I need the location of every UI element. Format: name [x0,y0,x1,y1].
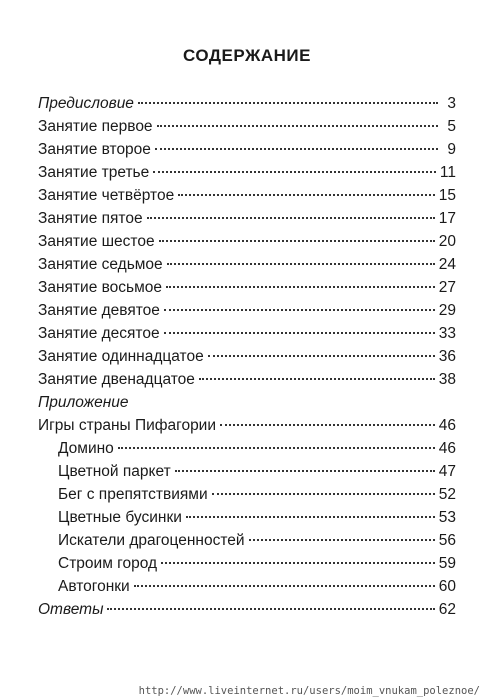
dot-leader [138,102,438,104]
toc-entry[interactable] [38,208,456,230]
dot-leader [161,562,435,564]
toc-entry-label: Домино [58,440,114,457]
dot-leader [134,585,435,587]
toc-entry-label: Занятие девятое [38,302,160,319]
toc-subentry[interactable] [58,438,456,460]
toc-entry-page: 46 [438,440,456,457]
toc-entry-label: Занятие шестое [38,233,155,250]
dot-leader [167,263,435,265]
dot-leader [155,148,438,150]
dot-leader [147,217,435,219]
toc-entry-label: Занятие одиннадцатое [38,348,204,365]
toc-entry-page: 29 [438,302,456,319]
toc-entry-page: 9 [447,141,456,158]
toc-entry-label: Ответы [38,601,104,618]
toc-entry-label: Игры страны Пифагории [38,417,217,434]
dot-leader [186,516,435,518]
toc-subentry[interactable] [58,507,456,529]
toc-entry[interactable] [38,369,456,391]
appendix-heading: Приложение [38,394,129,411]
toc-entry-label: Автогонки [58,578,130,595]
toc-subentry[interactable] [58,461,456,483]
toc-entry-page: 52 [438,486,456,503]
toc-entry-label: Искатели драгоценностей [58,532,245,549]
dot-leader [166,286,435,288]
toc-entry-page: 62 [438,601,456,618]
toc-entry-page: 3 [447,95,456,112]
dot-leader [159,240,435,242]
toc-entry[interactable] [38,346,456,368]
toc-entry[interactable] [38,231,456,253]
toc-entry-page: 20 [438,233,456,250]
toc-entry[interactable] [38,185,456,207]
dot-leader [175,470,435,472]
toc-subentry[interactable] [58,553,456,575]
toc-subentry[interactable] [58,576,456,598]
toc-entry[interactable] [38,116,456,138]
dot-leader [212,493,435,495]
toc-entry-page: 46 [438,417,456,434]
dot-leader [157,125,438,127]
toc-entry[interactable] [38,162,456,184]
toc-entry-label: Занятие десятое [38,325,160,342]
toc-entry[interactable] [38,300,456,322]
dot-leader [178,194,435,196]
dot-leader [249,539,435,541]
toc-entry-label: Занятие третье [38,164,150,181]
toc-entry-page: 38 [438,371,456,388]
toc-entry-label: Занятие двенадцатое [38,371,195,388]
toc-entry[interactable] [38,254,456,276]
toc-entry-answers[interactable] [38,599,456,621]
toc-entry-label: Предисловие [38,95,134,112]
toc-entry-page: 17 [438,210,456,227]
toc-entry-games[interactable] [38,415,456,437]
toc-entry-page: 60 [438,578,456,595]
dot-leader [164,309,435,311]
watermark-url: http://www.liveinternet.ru/users/moim_vnukam_poleznoe/ [138,685,480,697]
dot-leader [208,355,435,357]
toc-entry-page: 24 [438,256,456,273]
dot-leader [153,171,436,173]
toc-entry-page: 36 [438,348,456,365]
toc-entry-page: 11 [439,164,456,181]
toc-entry-page: 56 [438,532,456,549]
toc-entry-label: Строим город [58,555,158,572]
toc-entry-page: 59 [438,555,456,572]
toc-entry-label: Цветной паркет [58,463,171,480]
page-title: СОДЕРЖАНИЕ [183,46,311,65]
toc-entry-page: 27 [438,279,456,296]
toc-entry-label: Занятие пятое [38,210,143,227]
toc-subentry[interactable] [58,484,456,506]
toc-entry-label: Цветные бусинки [58,509,182,526]
toc-entry[interactable] [38,277,456,299]
toc-entry-label: Занятие второе [38,141,151,158]
toc-entry[interactable] [38,139,456,161]
dot-leader [164,332,435,334]
dot-leader [199,378,435,380]
toc-entry-label: Занятие первое [38,118,153,135]
dot-leader [220,424,435,426]
toc-entry-page: 47 [438,463,456,480]
toc-entry-preface[interactable] [38,93,456,115]
toc-entry-page: 33 [438,325,456,342]
dot-leader [118,447,435,449]
toc-entry-label: Занятие восьмое [38,279,163,296]
toc-entry-label: Занятие седьмое [38,256,163,273]
toc-entry-label: Бег с препятствиями [58,486,208,503]
toc-entry-label: Занятие четвёртое [38,187,175,204]
toc-entry-page: 53 [438,509,456,526]
toc-entry-page: 5 [447,118,456,135]
toc-entry-page: 15 [438,187,456,204]
toc-subentry[interactable] [58,530,456,552]
dot-leader [107,608,434,610]
toc-entry[interactable] [38,323,456,345]
